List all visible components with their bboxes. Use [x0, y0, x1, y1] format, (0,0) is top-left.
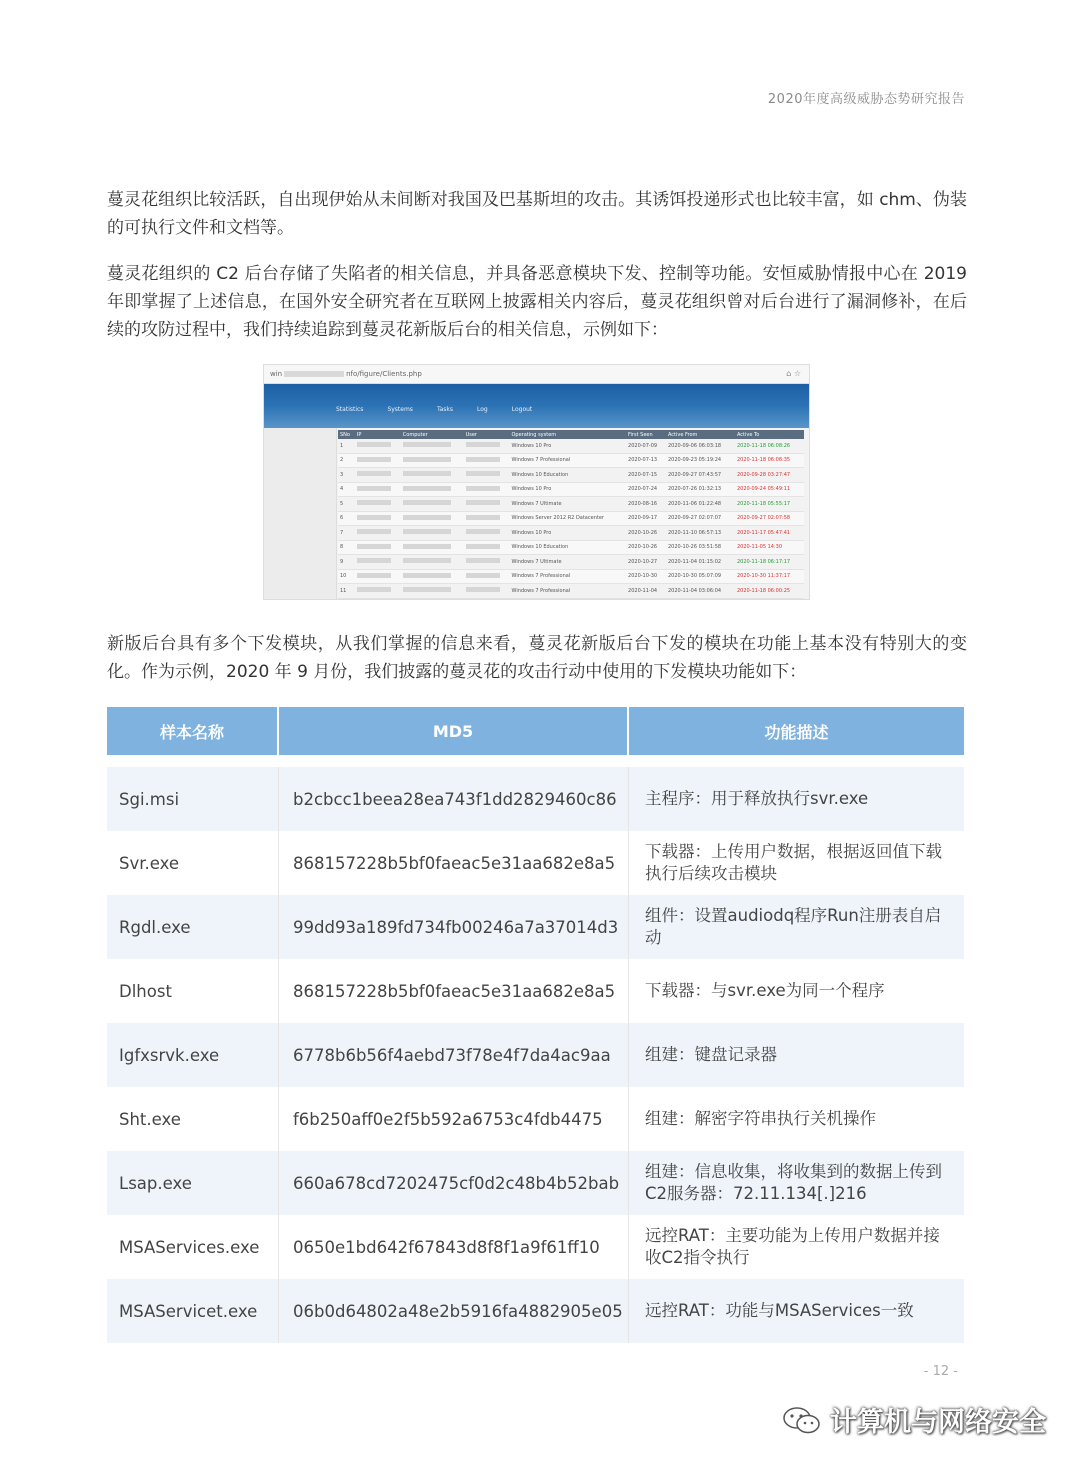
figure-cell-active-from: 2020-07-26 01:32:13 [666, 482, 735, 497]
redacted-block [403, 442, 451, 447]
figure-cell-sno: 1 [338, 439, 355, 453]
paragraph-modules: 新版后台具有多个下发模块，从我们掌握的信息来看，蔓灵花新版后台下发的模块在功能上基本没有特别大的变化。作为示例，2020 年 9 月份，我们披露的蔓灵花的攻击行动中使用的下发模块功能如下： [107, 634, 967, 682]
figure-cell-user [464, 540, 510, 555]
figure-cell-active-from: 2020-11-04 01:15:02 [666, 555, 735, 570]
figure-cell-first-seen: 2020-08-16 [626, 497, 666, 512]
figure-cell-active-from: 2020-10-26 03:51:58 [666, 540, 735, 555]
figure-cell-user [464, 555, 510, 570]
redacted-block [403, 558, 451, 563]
redacted-block [403, 457, 451, 462]
figure-cell-first-seen: 2020-11-04 [626, 584, 666, 599]
figure-cell-user [464, 439, 510, 453]
figure-url-bar [264, 365, 809, 384]
figure-cell-computer [401, 468, 464, 483]
figure-cell-computer [401, 555, 464, 570]
figure-cell-first-seen: 2020-07-15 [626, 468, 666, 483]
figure-cell-active-from: 2020-09-06 06:03:18 [666, 439, 735, 453]
figure-table-row [338, 439, 804, 453]
figure-cell-ip [355, 526, 401, 541]
figure-url-redacted [284, 371, 344, 377]
table-row [107, 1023, 964, 1087]
figure-cell-os: Windows 7 Professional [509, 569, 626, 584]
redacted-block [357, 515, 391, 520]
table-row [107, 959, 964, 1023]
figure-cell-sno: 5 [338, 497, 355, 512]
header-description: 功能描述 [629, 707, 964, 755]
table-row [107, 1087, 964, 1151]
figure-cell-computer [401, 584, 464, 599]
figure-table-row [338, 540, 804, 555]
figure-cell-active-to: 2020-11-18 05:55:17 [735, 497, 804, 512]
wechat-watermark [782, 1400, 1046, 1439]
figure-url-prefix: win [270, 370, 283, 378]
wechat-icon [782, 1405, 822, 1435]
redacted-block [357, 587, 391, 592]
figure-cell-active-from: 2020-10-30 05:07:09 [666, 569, 735, 584]
figure-cell-active-to: 2020-11-05 14:30 [735, 540, 804, 555]
figure-cell-sno: 7 [338, 526, 355, 541]
figure-cell-computer [401, 569, 464, 584]
figure-cell-os: Windows 7 Ultimate [509, 555, 626, 570]
figure-banner [264, 384, 809, 428]
cell-sample-name: Igfxsrvk.exe [107, 1023, 279, 1087]
figure-cell-os: Windows 10 Pro [509, 439, 626, 453]
figure-cell-ip [355, 468, 401, 483]
paragraph-c2: 蔓灵花组织的 C2 后台存储了失陷者的相关信息，并具备恶意模块下发、控制等功能。安恒威胁情报中心在 2019 年即掌握了上述信息，在国外安全研究者在互联网上披露相关内容后，蔓灵花组织曾对后台进行了漏洞修补，在后续的攻防过程中，我们持续追踪到蔓灵花新版后台的相关信息，示例如下： [107, 264, 967, 340]
redacted-block [403, 587, 451, 592]
figure-cell-ip [355, 540, 401, 555]
table-row [107, 1279, 964, 1343]
figure-body [264, 428, 809, 600]
figure-browser-icons: ⌂ ☆ [786, 369, 801, 378]
figure-table-row [338, 497, 804, 512]
table-row [107, 1151, 964, 1215]
figure-cell-first-seen: 2020-07-09 [626, 439, 666, 453]
figure-cell-sno: 8 [338, 540, 355, 555]
figure-table-row [338, 468, 804, 483]
figure-cell-first-seen: 2020-10-30 [626, 569, 666, 584]
table-row [107, 831, 964, 895]
figure-clients-table [338, 430, 804, 599]
figure-cell-first-seen: 2020-10-26 [626, 540, 666, 555]
redacted-block [403, 544, 451, 549]
redacted-block [403, 486, 451, 491]
figure-cell-first-seen: 2020-07-24 [626, 482, 666, 497]
figure-nav-item: Log [477, 406, 488, 413]
cell-description: 下载器：上传用户数据，根据返回值下载执行后续攻击模块 [629, 831, 964, 895]
redacted-block [466, 457, 500, 462]
figure-cell-computer [401, 526, 464, 541]
figure-column-header: User [464, 430, 510, 439]
figure-cell-first-seen: 2020-07-13 [626, 453, 666, 468]
redacted-block [466, 500, 500, 505]
figure-column-header: Active To [735, 430, 804, 439]
redacted-block [357, 442, 391, 447]
figure-cell-ip [355, 482, 401, 497]
figure-nav-item: Statistics [336, 406, 364, 413]
cell-description: 组建：键盘记录器 [629, 1023, 964, 1087]
cell-sample-name: MSAServicet.exe [107, 1279, 279, 1343]
cell-md5: 0650e1bd642f67843d8f8f1a9f61ff10 [279, 1215, 629, 1279]
figure-cell-sno: 10 [338, 569, 355, 584]
figure-cell-ip [355, 511, 401, 526]
redacted-block [403, 529, 451, 534]
figure-cell-first-seen: 2020-09-17 [626, 511, 666, 526]
redacted-block [466, 442, 500, 447]
figure-table-row [338, 482, 804, 497]
figure-cell-os: Windows Server 2012 R2 Datacenter [509, 511, 626, 526]
figure-cell-active-to: 2020-09-24 05:49:11 [735, 482, 804, 497]
redacted-block [357, 529, 391, 534]
figure-nav-item: Logout [511, 406, 533, 413]
cell-description: 下载器：与svr.exe为同一个程序 [629, 959, 964, 1023]
page-number: - 12 - [923, 1364, 958, 1379]
figure-cell-os: Windows 10 Pro [509, 482, 626, 497]
figure-table-row [338, 526, 804, 541]
figure-cell-active-from: 2020-11-06 01:22:48 [666, 497, 735, 512]
figure-cell-active-from: 2020-11-04 03:06:04 [666, 584, 735, 599]
cell-description: 远控RAT：功能与MSAServices一致 [629, 1279, 964, 1343]
figure-table-row [338, 584, 804, 599]
figure-cell-computer [401, 497, 464, 512]
redacted-block [357, 471, 391, 476]
figure-cell-ip [355, 439, 401, 453]
figure-column-header: Operating system [509, 430, 626, 439]
paragraph-intro: 蔓灵花组织比较活跃，自出现伊始从未间断对我国及巴基斯坦的攻击。其诱饵投递形式也比较丰富，如 chm、伪装的可执行文件和文档等。 [107, 190, 967, 238]
cell-sample-name: Dlhost [107, 959, 279, 1023]
redacted-block [357, 500, 391, 505]
figure-cell-ip [355, 453, 401, 468]
figure-cell-computer [401, 453, 464, 468]
cell-md5: 660a678cd7202475cf0d2c48b4b52bab [279, 1151, 629, 1215]
figure-table-row [338, 511, 804, 526]
figure-column-header: First Seen [626, 430, 666, 439]
figure-column-header: IP [355, 430, 401, 439]
figure-cell-user [464, 468, 510, 483]
figure-cell-user [464, 526, 510, 541]
figure-cell-os: Windows 10 Education [509, 468, 626, 483]
cell-sample-name: Lsap.exe [107, 1151, 279, 1215]
redacted-block [466, 486, 500, 491]
cell-description: 组建：信息收集，将收集到的数据上传到C2服务器：72.11.134[.]216 [629, 1151, 964, 1215]
cell-md5: b2cbcc1beea28ea743f1dd2829460c86 [279, 767, 629, 831]
figure-cell-user [464, 497, 510, 512]
figure-cell-active-to: 2020-11-17 05:47:41 [735, 526, 804, 541]
figure-cell-active-to: 2020-09-27 02:07:58 [735, 511, 804, 526]
figure-cell-user [464, 569, 510, 584]
figure-cell-active-from: 2020-11-10 06:57:13 [666, 526, 735, 541]
redacted-block [466, 587, 500, 592]
redacted-block [466, 471, 500, 476]
figure-cell-sno: 3 [338, 468, 355, 483]
figure-column-header: Active From [666, 430, 735, 439]
cell-md5: 868157228b5bf0faeac5e31aa682e8a5 [279, 831, 629, 895]
figure-cell-sno: 11 [338, 584, 355, 599]
figure-cell-active-to: 2020-11-18 06:17:17 [735, 555, 804, 570]
redacted-block [403, 515, 451, 520]
backend-screenshot-figure [263, 364, 810, 600]
figure-nav-item: Systems [387, 406, 413, 413]
figure-url-suffix: nfo/figure/Clients.php [346, 370, 422, 378]
cell-md5: 99dd93a189fd734fb00246a7a37014d3 [279, 895, 629, 959]
figure-cell-first-seen: 2020-10-26 [626, 526, 666, 541]
figure-cell-active-to: 2020-11-18 06:08:35 [735, 453, 804, 468]
figure-column-header: Computer [401, 430, 464, 439]
redacted-block [466, 515, 500, 520]
redacted-block [466, 573, 500, 578]
figure-table-row [338, 453, 804, 468]
figure-cell-computer [401, 439, 464, 453]
cell-sample-name: MSAServices.exe [107, 1215, 279, 1279]
redacted-block [403, 500, 451, 505]
redacted-block [403, 573, 451, 578]
table-row [107, 767, 964, 831]
figure-cell-active-from: 2020-09-27 07:43:57 [666, 468, 735, 483]
redacted-block [357, 573, 391, 578]
redacted-block [466, 529, 500, 534]
figure-cell-active-from: 2020-09-23 05:19:24 [666, 453, 735, 468]
figure-cell-computer [401, 482, 464, 497]
cell-md5: 6778b6b56f4aebd73f78e4f7da4ac9aa [279, 1023, 629, 1087]
redacted-block [357, 544, 391, 549]
header-md5: MD5 [279, 707, 629, 755]
cell-description: 组建：解密字符串执行关机操作 [629, 1087, 964, 1151]
figure-cell-active-to: 2020-11-18 06:08:26 [735, 439, 804, 453]
cell-sample-name: Svr.exe [107, 831, 279, 895]
table-row [107, 895, 964, 959]
figure-cell-sno: 9 [338, 555, 355, 570]
cell-description: 远控RAT：主要功能为上传用户数据并接收C2指令执行 [629, 1215, 964, 1279]
figure-cell-sno: 6 [338, 511, 355, 526]
figure-cell-ip [355, 497, 401, 512]
figure-cell-os: Windows 7 Ultimate [509, 497, 626, 512]
figure-cell-user [464, 511, 510, 526]
redacted-block [357, 486, 391, 491]
redacted-block [466, 544, 500, 549]
figure-column-header: SNo [338, 430, 355, 439]
figure-cell-first-seen: 2020-10-27 [626, 555, 666, 570]
figure-cell-os: Windows 10 Pro [509, 526, 626, 541]
figure-cell-os: Windows 7 Professional [509, 584, 626, 599]
header-title: 2020年度高级威胁态势研究报告 [767, 92, 965, 107]
redacted-block [357, 558, 391, 563]
figure-cell-active-from: 2020-09-27 02:07:07 [666, 511, 735, 526]
figure-cell-user [464, 584, 510, 599]
figure-cell-sno: 4 [338, 482, 355, 497]
figure-cell-os: Windows 10 Education [509, 540, 626, 555]
cell-md5: 868157228b5bf0faeac5e31aa682e8a5 [279, 959, 629, 1023]
figure-nav-item: Tasks [436, 406, 454, 413]
header-sample-name: 样本名称 [107, 707, 279, 755]
figure-nav [336, 406, 532, 413]
cell-md5: f6b250aff0e2f5b592a6753c4fdb4475 [279, 1087, 629, 1151]
redacted-block [466, 558, 500, 563]
redacted-block [403, 471, 451, 476]
table-row [107, 1215, 964, 1279]
cell-sample-name: Sht.exe [107, 1087, 279, 1151]
figure-cell-user [464, 453, 510, 468]
watermark-text: 计算机与网络安全 [830, 1407, 1046, 1438]
figure-table-row [338, 555, 804, 570]
redacted-block [357, 457, 391, 462]
figure-cell-active-to: 2020-11-18 06:00:25 [735, 584, 804, 599]
figure-sidebar [264, 428, 337, 600]
figure-table-row [338, 569, 804, 584]
module-table [107, 707, 964, 1343]
figure-cell-ip [355, 569, 401, 584]
figure-cell-sno: 2 [338, 453, 355, 468]
cell-sample-name: Sgi.msi [107, 767, 279, 831]
cell-description: 组件：设置audiodq程序Run注册表自启动 [629, 895, 964, 959]
figure-cell-os: Windows 7 Professional [509, 453, 626, 468]
figure-cell-ip [355, 584, 401, 599]
figure-cell-active-to: 2020-10-30 11:37:17 [735, 569, 804, 584]
figure-cell-computer [401, 511, 464, 526]
figure-cell-computer [401, 540, 464, 555]
figure-cell-active-to: 2020-09-28 03:27:47 [735, 468, 804, 483]
figure-cell-ip [355, 555, 401, 570]
cell-description: 主程序：用于释放执行svr.exe [629, 767, 964, 831]
cell-sample-name: Rgdl.exe [107, 895, 279, 959]
cell-md5: 06b0d64802a48e2b5916fa4882905e05 [279, 1279, 629, 1343]
figure-cell-user [464, 482, 510, 497]
